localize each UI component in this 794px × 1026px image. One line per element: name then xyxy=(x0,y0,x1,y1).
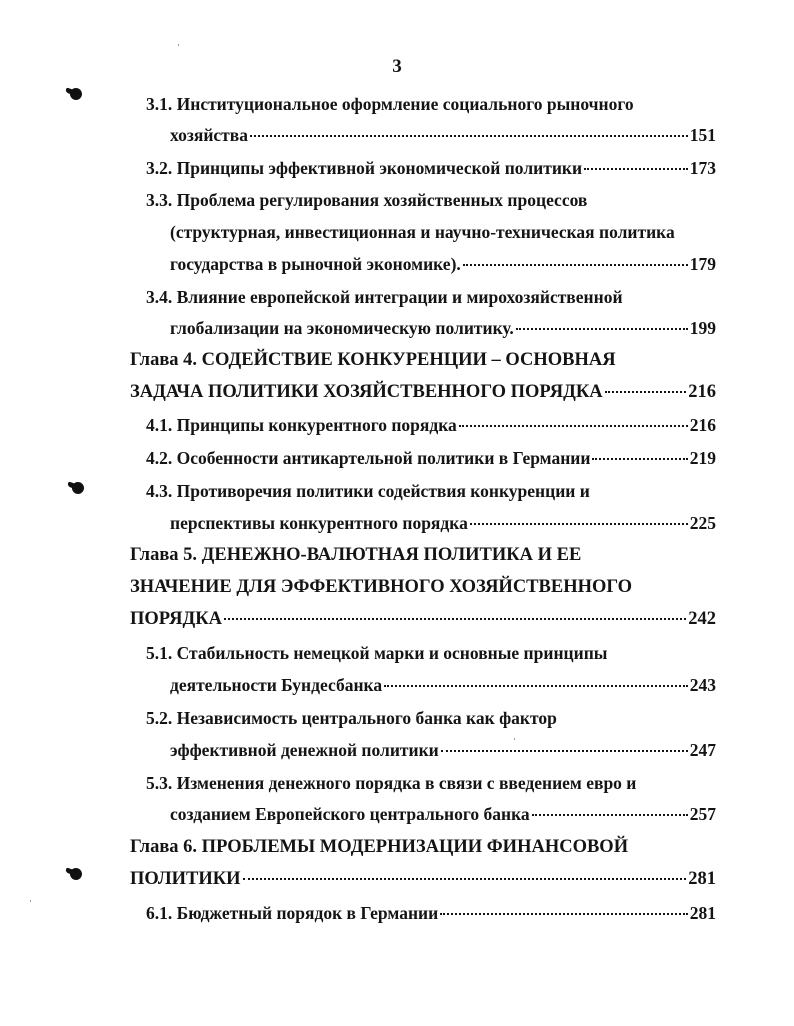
toc-entry-title: ПОРЯДКА xyxy=(130,609,223,629)
toc-entry-title: 6.1. Бюджетный порядок в Германии xyxy=(146,903,439,923)
page-number: 3 xyxy=(392,56,402,77)
toc-entry-title: перспективы конкурентного порядка xyxy=(170,513,468,533)
dot-leader xyxy=(592,458,687,460)
toc-entry-title: 3.3. Проблема регулирования хозяйственных процессов xyxy=(146,190,588,210)
toc-entry-title: ЗНАЧЕНИЕ ДЛЯ ЭФФЕКТИВНОГО ХОЗЯЙСТВЕННОГО xyxy=(130,577,633,597)
toc-entry-title: 3.1. Институциональное оформление социального рыночного xyxy=(146,94,634,114)
dot-leader xyxy=(243,878,687,880)
toc-page-number: 199 xyxy=(689,318,716,338)
toc-page-number: 219 xyxy=(689,448,716,468)
dot-leader xyxy=(440,913,688,915)
toc-chapter-line xyxy=(130,868,716,890)
toc-entry-title: 5.1. Стабильность немецкой марки и основные принципы xyxy=(146,643,608,663)
toc-page-number: 179 xyxy=(689,254,716,274)
dot-leader xyxy=(441,750,688,752)
dot-leader xyxy=(463,264,688,266)
toc-section-line xyxy=(170,674,716,696)
toc-entry-title: 3.2. Принципы эффективной экономической политики xyxy=(146,158,583,178)
toc-page-number: 151 xyxy=(689,125,716,145)
toc-page-number: 173 xyxy=(689,158,716,178)
toc-entry-title: Глава 6. ПРОБЛЕМЫ МОДЕРНИЗАЦИИ ФИНАНСОВОЙ xyxy=(130,837,629,857)
toc-section-line xyxy=(170,803,716,825)
dot-leader xyxy=(250,135,688,137)
scan-speck xyxy=(30,900,31,902)
toc-entry-title: хозяйства xyxy=(170,125,248,145)
toc-entry-title: ПОЛИТИКИ xyxy=(130,869,241,889)
toc-entry-title: государства в рыночной экономике). xyxy=(170,254,461,274)
toc-entry-title: ЗАДАЧА ПОЛИТИКИ ХОЗЯЙСТВЕННОГО ПОРЯДКА xyxy=(130,382,603,402)
toc-entry-title: Глава 5. ДЕНЕЖНО-ВАЛЮТНАЯ ПОЛИТИКА И ЕЕ xyxy=(130,545,582,565)
toc-section-line xyxy=(146,902,716,924)
toc-page-number: 247 xyxy=(689,740,716,760)
toc-entry-title: Глава 4. СОДЕЙСТВИЕ КОНКУРЕНЦИИ – ОСНОВНАЯ xyxy=(130,350,616,370)
dot-leader xyxy=(459,425,688,427)
toc-entry-title: (структурная, инвестиционная и научно-техническая политика xyxy=(170,222,675,242)
toc-entry-title: глобализации на экономическую политику. xyxy=(170,318,514,338)
dot-leader xyxy=(532,814,688,816)
toc-entry-title: 4.2. Особенности антикартельной политики в Германии xyxy=(146,448,591,468)
toc-entry-title: деятельности Бундесбанка xyxy=(170,675,383,695)
toc-section-line xyxy=(146,157,716,179)
toc-page-number: 242 xyxy=(688,609,716,629)
dot-leader xyxy=(384,685,688,687)
toc-page-number: 225 xyxy=(689,513,716,533)
scan-speck xyxy=(178,44,179,46)
toc-section-line xyxy=(170,253,716,275)
toc-page-number: 216 xyxy=(689,415,716,435)
toc-section-line xyxy=(170,512,716,534)
toc-entry-title: 4.1. Принципы конкурентного порядка xyxy=(146,415,457,435)
toc-chapter-line xyxy=(130,381,716,403)
toc-section-line xyxy=(170,124,716,146)
toc-page-number: 243 xyxy=(689,675,716,695)
toc-page-number: 281 xyxy=(689,903,716,923)
toc-entry-title: 4.3. Противоречия политики содействия конкуренции и xyxy=(146,481,590,501)
toc-entry-title: 5.2. Независимость центрального банка как фактор xyxy=(146,708,557,728)
toc-page-number: 281 xyxy=(688,869,716,889)
toc-entry-title: эффективной денежной политики xyxy=(170,740,439,760)
dot-leader xyxy=(584,168,688,170)
toc-section-line xyxy=(170,739,716,761)
toc-chapter-line xyxy=(130,608,716,630)
toc-page-number: 257 xyxy=(689,804,716,824)
toc-section-line xyxy=(170,317,716,339)
dot-leader xyxy=(605,391,687,393)
scan-speck xyxy=(514,738,515,740)
toc-entry-title: 3.4. Влияние европейской интеграции и мирохозяйственной xyxy=(146,287,623,307)
toc-section-line xyxy=(146,414,716,436)
toc-section-line xyxy=(146,447,716,469)
dot-leader xyxy=(516,328,688,330)
toc-page-number: 216 xyxy=(688,382,716,402)
toc-entry-title: созданием Европейского центрального банка xyxy=(170,804,530,824)
toc-entry-title: 5.3. Изменения денежного порядка в связи с введением евро и xyxy=(146,773,637,793)
dot-leader xyxy=(470,523,688,525)
dot-leader xyxy=(224,618,686,620)
